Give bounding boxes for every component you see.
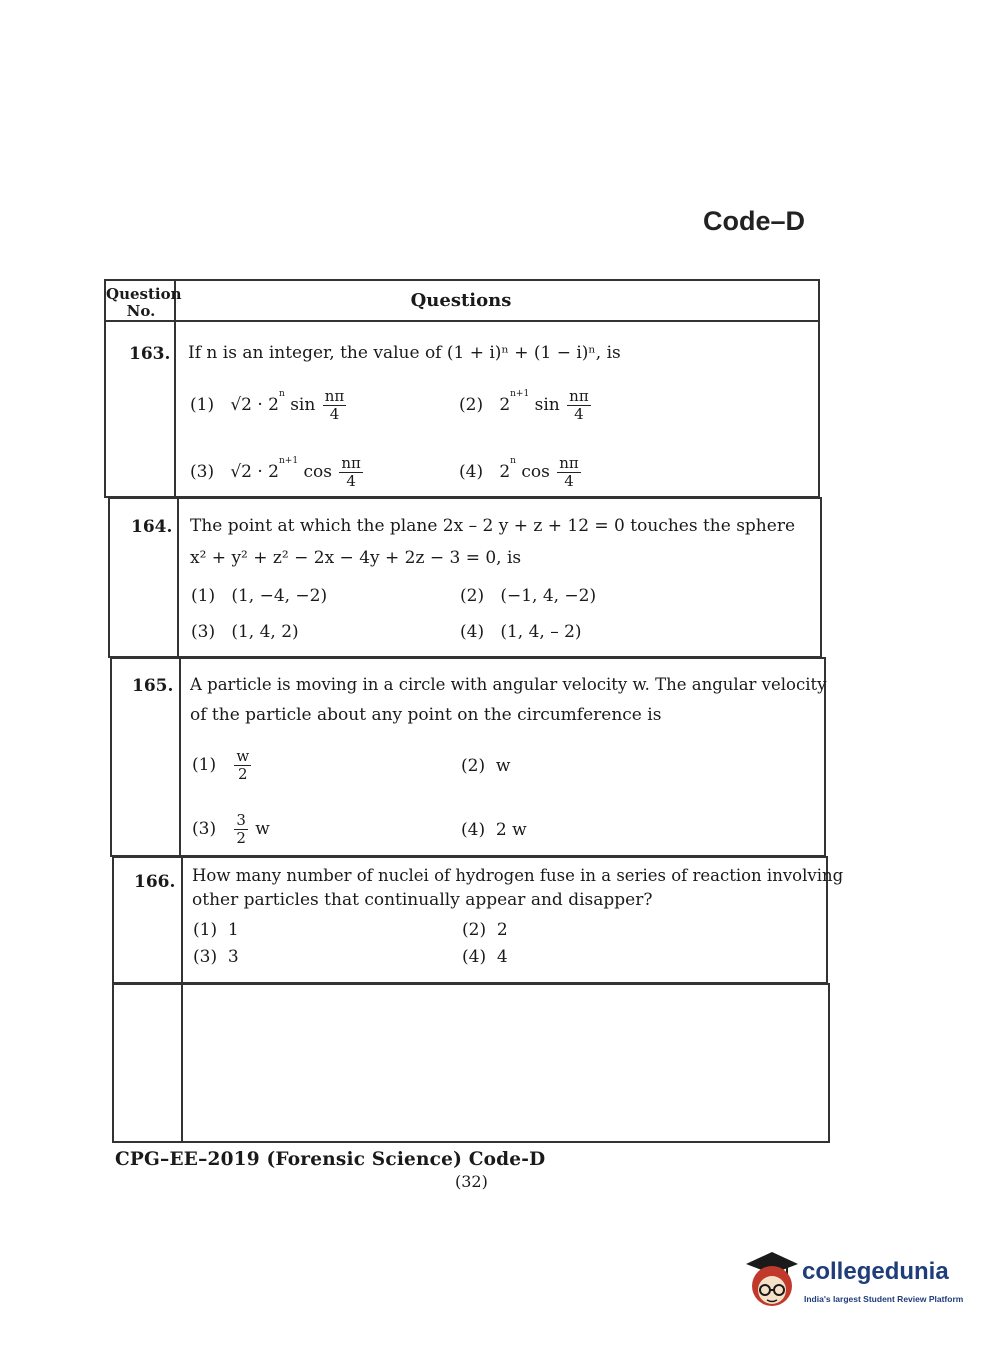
option-1	[193, 920, 239, 940]
numerator: nπ	[341, 454, 361, 472]
math-term: sin	[290, 395, 316, 415]
fraction	[557, 455, 581, 490]
math-term: 2	[499, 395, 511, 415]
option-1	[192, 748, 253, 783]
option-2	[462, 920, 508, 940]
option-label: (1)	[191, 586, 216, 606]
question-number: 165.	[132, 676, 174, 696]
table-divider	[179, 657, 181, 857]
option-label: (4)	[462, 947, 487, 967]
option-text: 2	[496, 920, 508, 940]
option-label: (2)	[459, 395, 484, 415]
table-divider	[104, 320, 820, 322]
math-term: cos	[303, 462, 332, 482]
question-table	[112, 983, 830, 1143]
table-divider	[181, 856, 183, 984]
brand-tagline: India's largest Student Review Platform	[804, 1294, 964, 1304]
fraction	[234, 812, 248, 847]
exponent: n+1	[510, 389, 530, 399]
fraction	[234, 748, 251, 783]
math-term: √2 · 2	[230, 395, 279, 415]
option-2	[461, 756, 510, 776]
paper-code: Code–D	[703, 206, 806, 236]
option-label: (4)	[459, 462, 484, 482]
exponent: n	[279, 389, 285, 399]
mascot-icon	[742, 1250, 802, 1312]
brand-name: collegedunia	[802, 1258, 949, 1285]
option-label: (4)	[460, 622, 485, 642]
option-text: (−1, 4, −2)	[500, 586, 597, 606]
table-divider	[177, 497, 179, 658]
option-text: w	[495, 756, 511, 776]
question-text: If n is an integer, the value of (1 + i)ⁿ + (1 − i)ⁿ, is	[188, 343, 621, 363]
option-3	[193, 947, 239, 967]
option-label: (2)	[462, 920, 487, 940]
option-label: (1)	[193, 920, 218, 940]
option-4	[462, 947, 508, 967]
table-divider	[181, 983, 183, 1143]
question-number: 164.	[131, 517, 173, 537]
collegedunia-logo	[742, 1250, 972, 1320]
numerator: 3	[236, 811, 246, 829]
option-4	[461, 820, 527, 840]
option-text: (1, 4, 2)	[231, 622, 299, 642]
exponent: n	[510, 456, 516, 466]
option-1	[190, 388, 348, 423]
column-header-questions: Questions	[410, 290, 512, 311]
option-text: 4	[496, 947, 508, 967]
header-line: Question	[106, 285, 182, 303]
option-label: (2)	[460, 586, 485, 606]
question-text: How many number of nuclei of hydrogen fuse in a series of reaction involving	[192, 866, 844, 885]
denominator: 4	[564, 472, 574, 490]
option-label: (2)	[461, 756, 486, 776]
option-3	[190, 455, 365, 490]
option-4	[460, 622, 582, 642]
option-label: (1)	[190, 395, 215, 415]
option-label: (3)	[192, 819, 217, 839]
denominator: 4	[329, 405, 340, 423]
option-label: (3)	[191, 622, 216, 642]
numerator: w	[236, 747, 250, 765]
option-label: (3)	[190, 462, 215, 482]
math-term: √2 · 2	[230, 462, 279, 482]
option-label: (1)	[192, 755, 217, 775]
math-term: 2	[499, 462, 511, 482]
option-4	[459, 455, 583, 490]
paper-footer-title: CPG–EE–2019 (Forensic Science) Code-D	[115, 1149, 546, 1170]
question-text: x² + y² + z² − 2x − 4y + 2z − 3 = 0, is	[190, 548, 522, 568]
denominator: 4	[574, 405, 584, 423]
option-label: (3)	[193, 947, 218, 967]
question-text: of the particle about any point on the circumference is	[190, 705, 662, 725]
option-3	[191, 622, 299, 642]
option-3	[192, 812, 270, 847]
numerator: nπ	[559, 454, 579, 472]
question-text: A particle is moving in a circle with angular velocity w. The angular velocity	[190, 675, 827, 694]
denominator: 2	[237, 765, 248, 783]
denominator: 2	[236, 829, 246, 847]
question-number: 166.	[134, 872, 176, 892]
column-header-question-no	[106, 285, 182, 320]
page-number: (32)	[455, 1172, 488, 1191]
option-text: 3	[227, 947, 239, 967]
option-1	[191, 586, 327, 606]
question-text: The point at which the plane 2x – 2 y + z + 12 = 0 touches the sphere	[190, 516, 796, 536]
denominator: 4	[346, 472, 356, 490]
fraction	[339, 455, 363, 490]
numerator: nπ	[569, 387, 589, 405]
option-text: (1, −4, −2)	[231, 586, 328, 606]
header-line: No.	[126, 302, 156, 320]
option-2	[460, 586, 596, 606]
option-text: w	[255, 819, 270, 839]
question-number: 163.	[129, 344, 171, 364]
numerator: nπ	[324, 387, 345, 405]
option-text: (1, 4, – 2)	[500, 622, 582, 642]
option-2	[459, 388, 593, 423]
fraction	[567, 388, 591, 423]
math-term: cos	[521, 462, 550, 482]
math-term: sin	[534, 395, 560, 415]
exponent: n+1	[279, 456, 299, 466]
option-text: 2 w	[495, 820, 527, 840]
fraction	[323, 388, 347, 423]
question-text: other particles that continually appear and disapper?	[192, 890, 653, 910]
option-label: (4)	[461, 820, 486, 840]
option-text: 1	[227, 920, 239, 940]
